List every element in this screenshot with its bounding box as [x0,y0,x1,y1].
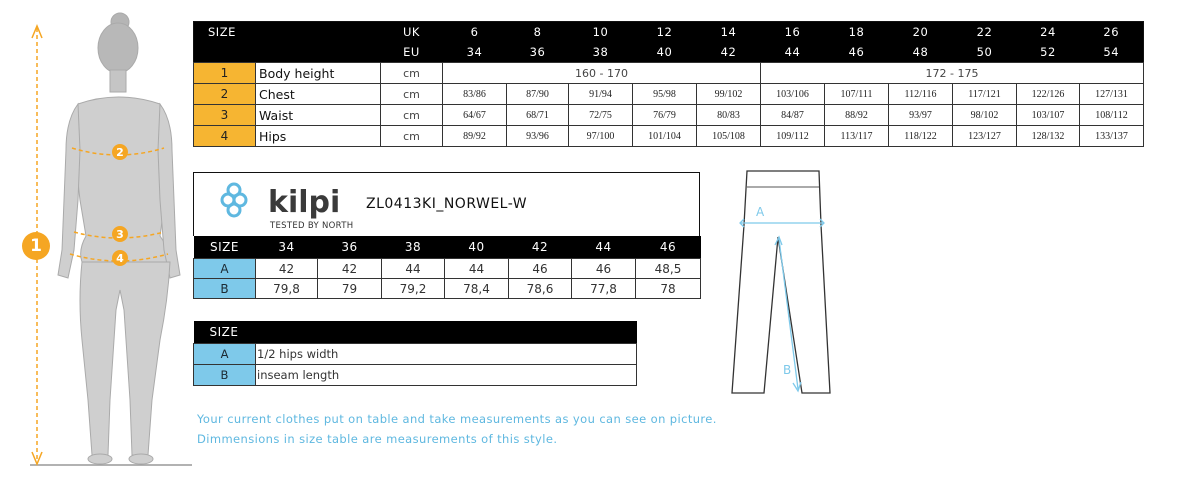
legend-desc: inseam length [256,365,637,386]
uk-size: 14 [697,22,761,43]
eu-size: 50 [953,42,1017,63]
svg-text:2: 2 [116,146,124,159]
uk-size: 24 [1017,22,1080,43]
size-header: SIZE [194,22,381,43]
table-cell: 108/112 [1080,105,1144,126]
table-cell: 78,4 [445,279,509,299]
table-cell: 113/117 [825,126,889,147]
table-cell: 84/87 [761,105,825,126]
table-cell: 122/126 [1017,84,1080,105]
svg-text:3: 3 [116,228,124,241]
legend-row-a [194,344,637,365]
table-cell: 98/102 [953,105,1017,126]
size-col: 40 [445,236,509,259]
note-line-1: Your current clothes put on table and take measurements as you can see on picture. [197,412,717,426]
table-cell: 42 [256,259,318,279]
table-cell: 103/107 [1017,105,1080,126]
table-cell: 78 [636,279,701,299]
marker-3 [112,226,128,242]
row-number: 2 [194,84,256,105]
row-letter: A [194,259,256,279]
table-cell: 97/100 [569,126,633,147]
size-header: SIZE [194,236,256,259]
table-row-body-height [194,63,1144,84]
legend-desc: 1/2 hips width [256,344,637,365]
table-cell: 105/108 [697,126,761,147]
eu-size: 48 [889,42,953,63]
table-cell: 79,8 [256,279,318,299]
eu-size: 34 [443,42,507,63]
uk-size: 22 [953,22,1017,43]
row-label: Hips [256,126,381,147]
legend-header-row [194,321,637,344]
table-row-waist [194,105,1144,126]
table-cell: 95/98 [633,84,697,105]
row-unit: cm [381,105,443,126]
table-cell: 46 [572,259,636,279]
table-cell: 80/83 [697,105,761,126]
row-label: Chest [256,84,381,105]
uk-size: 10 [569,22,633,43]
note-line-2: Dimmensions in size table are measurements of this style. [197,432,558,446]
table-cell: 117/121 [953,84,1017,105]
svg-text:4: 4 [116,252,124,265]
row-unit: cm [381,84,443,105]
marker-2 [112,144,128,160]
row-letter: A [194,344,256,365]
table-cell: 46 [509,259,572,279]
row-number: 3 [194,105,256,126]
uk-header-row [194,22,1144,43]
table-cell: 88/92 [825,105,889,126]
eu-size: 44 [761,42,825,63]
row-unit: cm [381,63,443,84]
table-cell: 44 [445,259,509,279]
eu-size: 40 [633,42,697,63]
size-table [193,21,1144,147]
table-cell: 68/71 [507,105,569,126]
table-cell: 109/112 [761,126,825,147]
uk-label: UK [381,22,443,43]
eu-size: 54 [1080,42,1144,63]
brand-logo [216,176,356,236]
size-header: SIZE [194,321,256,344]
legend-row-b [194,365,637,386]
table-row-hips [194,126,1144,147]
table-cell: 103/106 [761,84,825,105]
table-cell: 83/86 [443,84,507,105]
eu-size: 52 [1017,42,1080,63]
pants-label-b: B [783,363,792,377]
eu-label: EU [381,42,443,63]
table-cell: 89/92 [443,126,507,147]
table-cell: 112/116 [889,84,953,105]
table-cell: 118/122 [889,126,953,147]
table-cell: 42 [318,259,382,279]
table-cell: 123/127 [953,126,1017,147]
size-col: 42 [509,236,572,259]
uk-size: 18 [825,22,889,43]
table-cell: 93/96 [507,126,569,147]
row-letter: B [194,365,256,386]
uk-size: 16 [761,22,825,43]
size-col: 34 [256,236,318,259]
row-number: 1 [194,63,256,84]
uk-size: 6 [443,22,507,43]
table-cell: 107/111 [825,84,889,105]
uk-size: 8 [507,22,569,43]
table-cell: 64/67 [443,105,507,126]
uk-size: 26 [1080,22,1144,43]
pants-label-a: A [756,205,765,219]
size-col: 46 [636,236,701,259]
eu-size: 42 [697,42,761,63]
table-cell: 79,2 [382,279,445,299]
row-label: Waist [256,105,381,126]
table-cell: 128/132 [1017,126,1080,147]
table-row-b [194,279,701,299]
table-cell: 44 [382,259,445,279]
table-cell: 79 [318,279,382,299]
table-cell: 76/79 [633,105,697,126]
svg-text:Tested by North: Tested by North [270,221,354,231]
size-col: 36 [318,236,382,259]
row-letter: B [194,279,256,299]
eu-size: 38 [569,42,633,63]
pants-diagram [720,165,840,400]
table-cell: 78,6 [509,279,572,299]
product-header-row [194,236,701,259]
table-row-chest [194,84,1144,105]
table-cell: 127/131 [1080,84,1144,105]
row-unit: cm [381,126,443,147]
table-cell: 77,8 [572,279,636,299]
legend-table [193,321,637,386]
product-code: ZL0413KI_NORWEL-W [366,196,528,212]
eu-size: 36 [507,42,569,63]
product-size-table [193,236,701,299]
height-range: 160 - 170 [443,63,761,84]
size-col: 38 [382,236,445,259]
table-cell: 48,5 [636,259,701,279]
uk-size: 20 [889,22,953,43]
table-cell: 72/75 [569,105,633,126]
marker-1: 1 [22,232,50,260]
table-cell: 91/94 [569,84,633,105]
uk-size: 12 [633,22,697,43]
table-cell: 133/137 [1080,126,1144,147]
table-cell: 99/102 [697,84,761,105]
table-cell: 93/97 [889,105,953,126]
kilpi-logo-icon [216,176,356,232]
table-cell: 101/104 [633,126,697,147]
row-label: Body height [256,63,381,84]
eu-size: 46 [825,42,889,63]
height-range: 172 - 175 [761,63,1144,84]
marker-4 [112,250,128,266]
svg-text:kilpi: kilpi [268,185,341,220]
row-number: 4 [194,126,256,147]
table-cell: 87/90 [507,84,569,105]
size-col: 44 [572,236,636,259]
eu-header-row [194,42,1144,63]
table-row-a [194,259,701,279]
